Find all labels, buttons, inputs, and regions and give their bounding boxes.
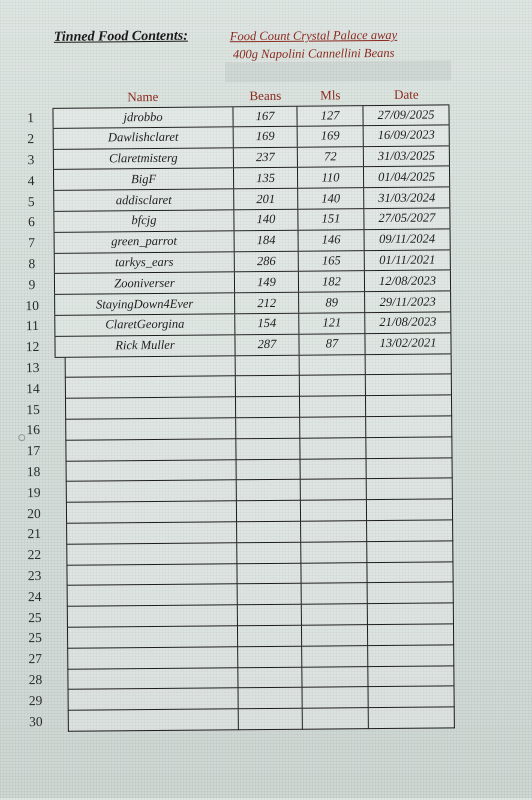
empty-cell-date <box>367 562 453 584</box>
cell-name: Claretmisterg <box>53 148 234 169</box>
empty-cell-date <box>367 500 453 522</box>
empty-cell-name <box>66 460 237 482</box>
row-number: 3 <box>27 151 35 168</box>
row-number: 12 <box>25 339 40 355</box>
empty-cell-mls <box>302 625 368 646</box>
row-number: 5 <box>27 193 35 209</box>
cell-mls: 87 <box>299 334 365 354</box>
empty-cell-mls <box>301 459 367 480</box>
empty-cell-name <box>66 481 237 503</box>
cell-beans: 201 <box>234 189 298 209</box>
cell-date: 27/05/2027 <box>364 208 450 229</box>
empty-cell-beans <box>236 355 300 376</box>
empty-cell-beans <box>238 605 302 626</box>
row-number: 18 <box>26 463 41 480</box>
empty-cell-beans <box>238 584 302 605</box>
cell-date: 12/08/2023 <box>365 271 451 292</box>
row-number: 2 <box>27 131 35 147</box>
cell-mls: 140 <box>298 188 364 208</box>
header-title: Food Count Crystal Palace away <box>229 27 398 44</box>
row-number: 14 <box>26 380 40 396</box>
empty-cell-beans <box>238 626 302 647</box>
row-number: 4 <box>27 172 35 188</box>
row-number: 21 <box>27 526 41 542</box>
cell-mls: 89 <box>299 292 365 312</box>
cell-mls: 121 <box>299 313 365 333</box>
row-number: 11 <box>25 318 39 334</box>
row-number: 1 <box>27 110 34 126</box>
cell-date: 01/11/2021 <box>365 250 451 271</box>
empty-cell-beans <box>236 397 300 418</box>
cell-mls: 72 <box>298 147 364 167</box>
empty-cell-name <box>66 543 237 565</box>
empty-cell-beans <box>237 563 301 584</box>
column-header-name: Name <box>127 88 159 105</box>
cell-mls: 110 <box>298 168 364 188</box>
empty-cell-date <box>367 479 453 501</box>
column-header-date: Date <box>393 86 419 102</box>
cell-beans: 237 <box>234 147 298 167</box>
empty-cell-date <box>368 624 454 646</box>
cell-mls: 182 <box>299 272 365 292</box>
cell-beans: 149 <box>235 272 299 292</box>
row-number: 17 <box>26 443 41 459</box>
empty-cell-mls <box>300 355 366 376</box>
empty-cell-date <box>368 603 454 625</box>
empty-cell-name <box>65 418 236 440</box>
empty-cell-date <box>366 375 452 397</box>
empty-cell-date <box>368 645 454 667</box>
empty-cell-date <box>367 541 453 563</box>
empty-cell-date <box>369 687 455 709</box>
empty-cell-beans <box>237 480 301 501</box>
empty-cell-name <box>67 605 238 627</box>
cell-beans: 212 <box>235 293 299 313</box>
row-number: 27 <box>28 651 43 667</box>
row-number: 6 <box>28 214 35 230</box>
empty-cell-name <box>65 356 236 378</box>
empty-cell-mls <box>300 396 366 417</box>
empty-cell-mls <box>300 438 366 459</box>
cell-beans: 287 <box>235 334 299 354</box>
header-subtitle: 400g Napolini Cannellini Beans <box>232 45 395 62</box>
cell-date: 29/11/2023 <box>365 292 451 313</box>
empty-cell-mls <box>301 563 367 584</box>
empty-cell-date <box>366 416 452 438</box>
empty-cell-date <box>368 666 454 688</box>
cell-beans: 286 <box>235 251 299 271</box>
cell-beans: 167 <box>233 107 297 126</box>
empty-cell-mls <box>301 521 367 542</box>
cell-name: jdrobbo <box>52 107 233 127</box>
cell-name: Zooniverser <box>54 273 235 294</box>
cell-date: 21/08/2023 <box>365 312 451 333</box>
empty-cell-name <box>67 668 238 690</box>
row-number: 7 <box>28 235 36 251</box>
empty-cell-name <box>68 709 239 731</box>
empty-cell-mls <box>302 604 368 625</box>
cell-beans: 184 <box>235 230 299 250</box>
empty-cell-beans <box>237 542 301 563</box>
empty-cell-mls <box>302 667 368 688</box>
row-number: 30 <box>28 713 43 729</box>
row-number: 8 <box>28 255 36 272</box>
empty-cell-beans <box>237 459 301 480</box>
empty-cell-mls <box>302 583 368 604</box>
empty-cell-name <box>65 377 236 399</box>
row-number: 15 <box>26 401 40 417</box>
empty-cell-mls <box>301 479 367 500</box>
cell-name: tarkys_ears <box>54 252 235 273</box>
row-number: 28 <box>28 671 43 687</box>
empty-cell-date <box>369 707 455 729</box>
column-header-mls: Mls <box>320 87 341 103</box>
empty-cell-mls <box>300 417 366 438</box>
cell-name: StayingDown4Ever <box>54 293 235 314</box>
cell-beans: 140 <box>234 210 298 230</box>
cell-mls: 146 <box>299 230 365 250</box>
empty-cell-name <box>66 564 237 586</box>
empty-cell-beans <box>239 688 303 709</box>
empty-cell-date <box>366 354 452 376</box>
empty-cell-name <box>66 501 237 523</box>
paper-smudge <box>225 60 451 82</box>
cell-name: BigF <box>53 169 234 190</box>
cell-name: green_parrot <box>54 231 235 252</box>
row-number-column <box>15 108 50 732</box>
row-number: 24 <box>27 588 42 604</box>
cell-beans: 135 <box>234 168 298 188</box>
empty-cell-name <box>67 585 238 607</box>
empty-cell-beans <box>237 501 301 522</box>
cell-mls: 169 <box>298 126 364 146</box>
cell-name: Dawlishclaret <box>53 127 234 148</box>
empty-cell-mls <box>302 646 368 667</box>
cell-date: 27/09/2025 <box>363 105 449 125</box>
row-number: 19 <box>26 484 41 500</box>
empty-cell-mls <box>303 708 369 729</box>
cell-date: 31/03/2025 <box>364 146 450 167</box>
cell-mls: 151 <box>298 209 364 229</box>
empty-cell-beans <box>236 418 300 439</box>
cell-date: 09/11/2024 <box>365 229 451 250</box>
row-number: 13 <box>25 359 40 376</box>
empty-cell-date <box>368 583 454 605</box>
empty-cell-date <box>367 520 453 542</box>
empty-cell-mls <box>301 542 367 563</box>
cell-name: Rick Muller <box>54 335 235 356</box>
row-number: 9 <box>28 276 36 292</box>
empty-cell-name <box>65 439 236 461</box>
cell-name: bfcjg <box>53 210 234 231</box>
row-number: 10 <box>25 297 39 313</box>
empty-cell-beans <box>236 438 300 459</box>
empty-cell-beans <box>237 522 301 543</box>
cell-date: 31/03/2024 <box>364 188 450 209</box>
row-number: 25 <box>28 609 42 625</box>
empty-cell-name <box>68 689 239 711</box>
row-number: 23 <box>27 567 42 584</box>
empty-cell-name <box>66 522 237 544</box>
row-number: 20 <box>27 505 41 521</box>
cell-date: 16/09/2023 <box>364 125 450 146</box>
cell-beans: 154 <box>235 314 299 334</box>
empty-cell-beans <box>236 376 300 397</box>
cell-beans: 169 <box>234 127 298 147</box>
empty-cell-mls <box>301 500 367 521</box>
header-label: Tinned Food Contents: <box>53 28 188 45</box>
row-number: 25 <box>28 630 42 646</box>
punch-hole-mark <box>18 434 25 441</box>
entries-table <box>52 104 454 731</box>
empty-cell-date <box>366 437 452 459</box>
empty-cell-name <box>67 647 238 669</box>
empty-cell-beans <box>239 709 303 730</box>
empty-cell-date <box>366 396 452 418</box>
cell-name: ClaretGeorgina <box>54 314 235 335</box>
row-number: 29 <box>28 692 43 708</box>
cell-date: 01/04/2025 <box>364 167 450 188</box>
empty-cell-mls <box>300 375 366 396</box>
empty-cell-mls <box>303 687 369 708</box>
cell-date: 13/02/2021 <box>365 333 451 354</box>
row-number: 22 <box>27 547 42 563</box>
cell-name: addisclaret <box>53 189 234 210</box>
row-number: 16 <box>26 422 41 438</box>
empty-cell-name <box>65 397 236 419</box>
empty-table-row <box>68 707 455 731</box>
empty-cell-date <box>367 458 453 480</box>
empty-cell-beans <box>238 667 302 688</box>
column-header-beans: Beans <box>249 87 282 104</box>
empty-cell-beans <box>238 646 302 667</box>
cell-mls: 165 <box>299 251 365 271</box>
empty-cell-name <box>67 626 238 648</box>
cell-mls: 127 <box>297 106 363 125</box>
